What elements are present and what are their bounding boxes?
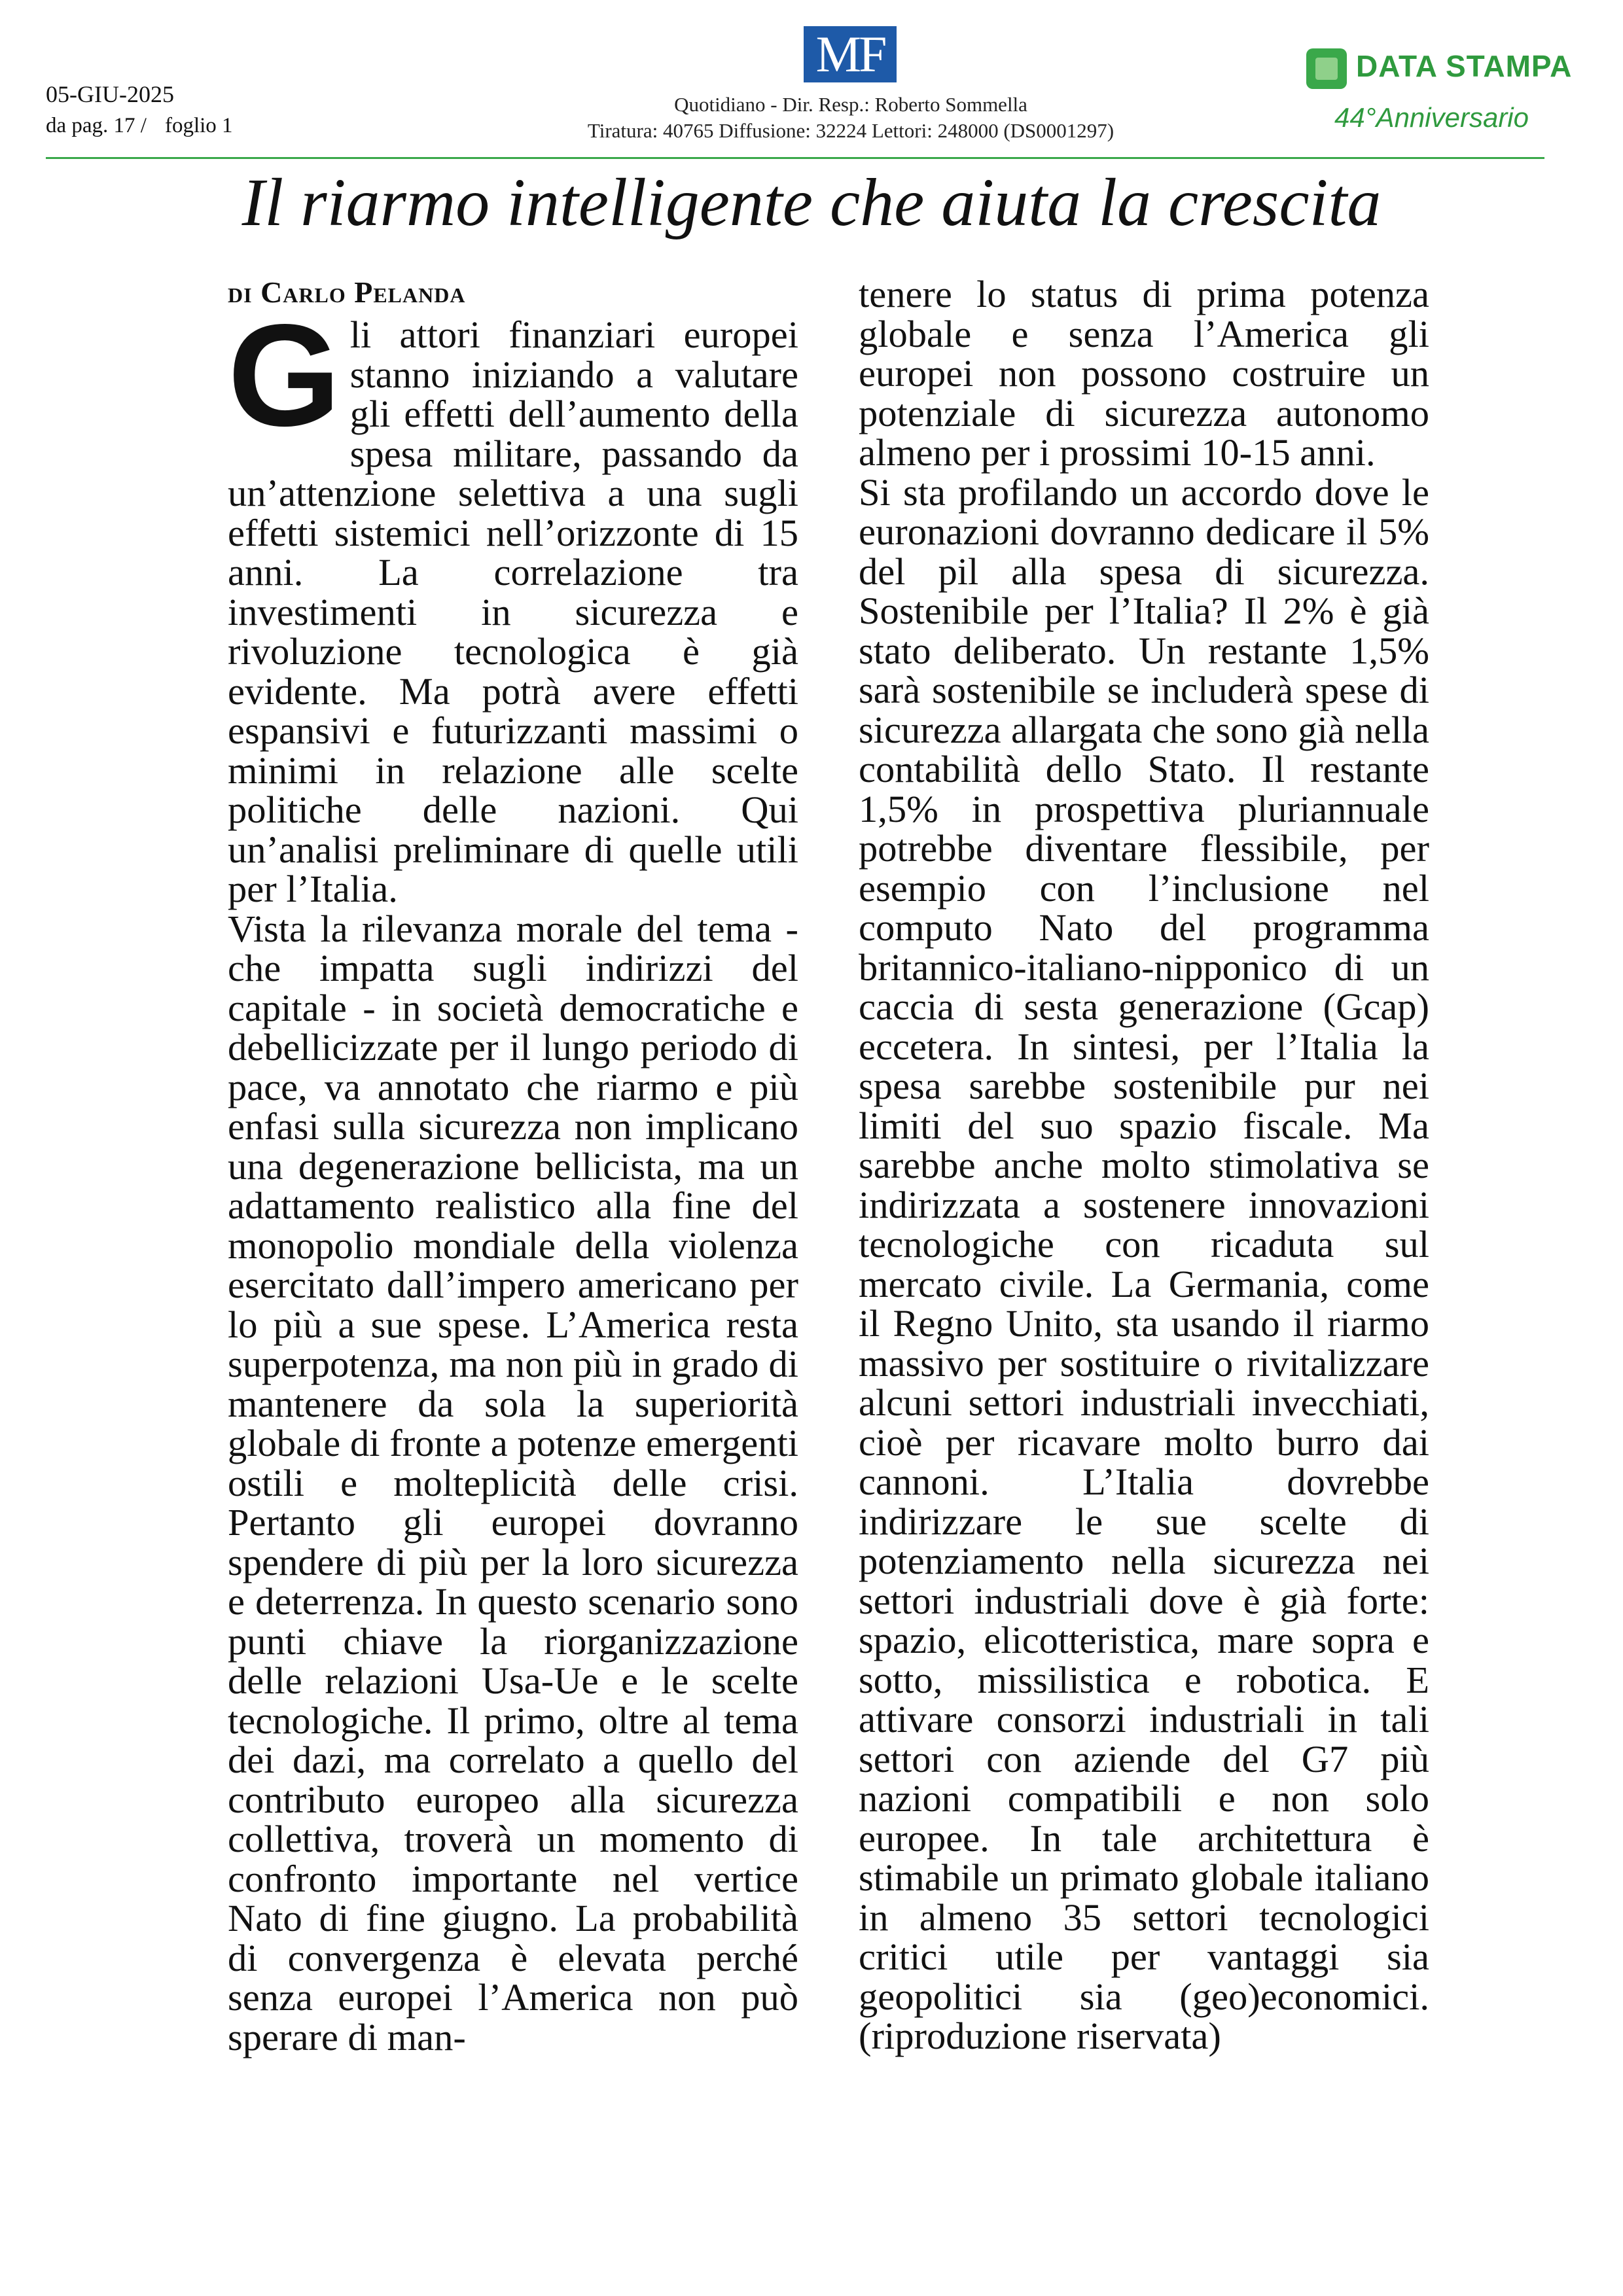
article-column-1 xyxy=(228,294,798,2161)
mf-logo: MF xyxy=(804,26,897,82)
page-number: da pag. 17 / xyxy=(46,114,147,137)
drop-cap: G xyxy=(228,294,341,457)
publication-details xyxy=(458,92,1243,144)
data-stampa-logo-icon xyxy=(1306,48,1347,89)
paragraph: Vista la rilevanza morale del tema - che impatta sugli indirizzi del capitale - in società democratiche e debellicizzate per il lungo periodo di pace, va annotato che riarmo e più enfasi sulla sicurezza non implicano una degenerazione bellicista, ma un adattamento realistico alla fine del monopolio mondiale della violenza esercitato dall’impero americano per lo più a sue spese. L’America resta superpotenza, ma non più in grado di mantenere da sola la superiorità globale di fronte a potenze emergenti ostili e molteplicità delle crisi. Pertanto gli europei dovranno spendere di più per la loro sicurezza e deterrenza. In questo scenario sono punti chiave la riorganizzazione delle relazioni Usa-Ue e le scelte tecnologiche. Il primo, oltre al tema dei dazi, ma correlato a quello del contributo europeo alla sicurezza collettiva, troverà un momento di confronto importante nel vertice Nato di fine giugno. La probabilità di convergenza è elevata perché senza europei l’America non può sperare di man- xyxy=(228,907,798,2058)
publication-editor-line: Quotidiano - Dir. Resp.: Roberto Sommella xyxy=(674,93,1027,116)
publication-circulation-line: Tiratura: 40765 Diffusione: 32224 Lettori: 248000 (DS0001297) xyxy=(587,119,1115,142)
anniversary-label: 44°Anniversario xyxy=(1334,102,1529,133)
article-column-2 xyxy=(859,275,1429,2172)
data-stampa-name: DATA STAMPA xyxy=(1356,49,1573,83)
header-divider xyxy=(46,157,1544,159)
article-byline: di Carlo Pelanda xyxy=(228,275,466,309)
source-info xyxy=(46,79,251,141)
article-title: Il riarmo intelligente che aiuta la crescita xyxy=(241,165,1382,240)
page-reference xyxy=(46,110,251,141)
paragraph: tenere lo status di prima potenza globale e senza l’America gli europei non possono costruire un potenziale di sicurezza autonomo almeno per i prossimi 10-15 anni. xyxy=(859,273,1429,474)
sheet-number: foglio 1 xyxy=(164,114,233,137)
publication-date: 05-GIU-2025 xyxy=(46,81,174,107)
paragraph: Si sta profilando un accordo dove le euronazioni dovranno dedicare il 5% del pil alla spesa di sicurezza. Sostenibile per l’Italia? Il 2% è già stato deliberato. Un restante 1,5% sarà sostenibile se includerà spese di sicurezza allargata che sono già nella contabilità dello Stato. Il restante 1,5% in prospettiva pluriannuale potrebbe diventare flessibile, per esempio con l’inclusione nel computo Nato del programma britannico-italiano-nipponico di un caccia di sesta generazione (Gcap) eccetera. In sintesi, per l’Italia la spesa sarebbe sostenibile pur nei limiti del suo spazio fiscale. Ma sarebbe anche molto stimolativa se indirizzata a sostenere innovazioni tecnologiche con ricaduta sul mercato civile. La Germania, come il Regno Unito, sta usando il riarmo massivo per sostituire o rivitalizzare alcuni settori industriali invecchiati, cioè per ricavare molto burro dai cannoni. L’Italia dovrebbe indirizzare le sue scelte di potenziamento nella sicurezza nei settori industriali dove è già forte: spazio, elicotteristica, mare sopra e sotto, missilistica e robotica. E attivare consorzi industriali in tali settori con aziende del G7 più nazioni compatibili e non solo europee. In tale architettura è stimabile un primato globale italiano in almeno 35 settori tecnologici critici utile per vantaggi sia geopolitici sia (geo)economici. (riproduzione riservata) xyxy=(859,470,1429,2057)
paragraph: li attori finanziari europei stanno iniziando a valutare gli effetti dell’aumento della spesa militare, passando da un’attenzione selettiva a una sugli effetti sistemici nell’orizzonte di 15 anni. La correlazione tra investimenti in sicurezza e rivoluzione tecnologica è già evidente. Ma potrà avere effetti espansivi e futurizzanti massimi o minimi in relazione alle scelte politiche delle nazioni. Qui un’analisi preliminare di quelle utili per l’Italia. xyxy=(228,313,798,910)
